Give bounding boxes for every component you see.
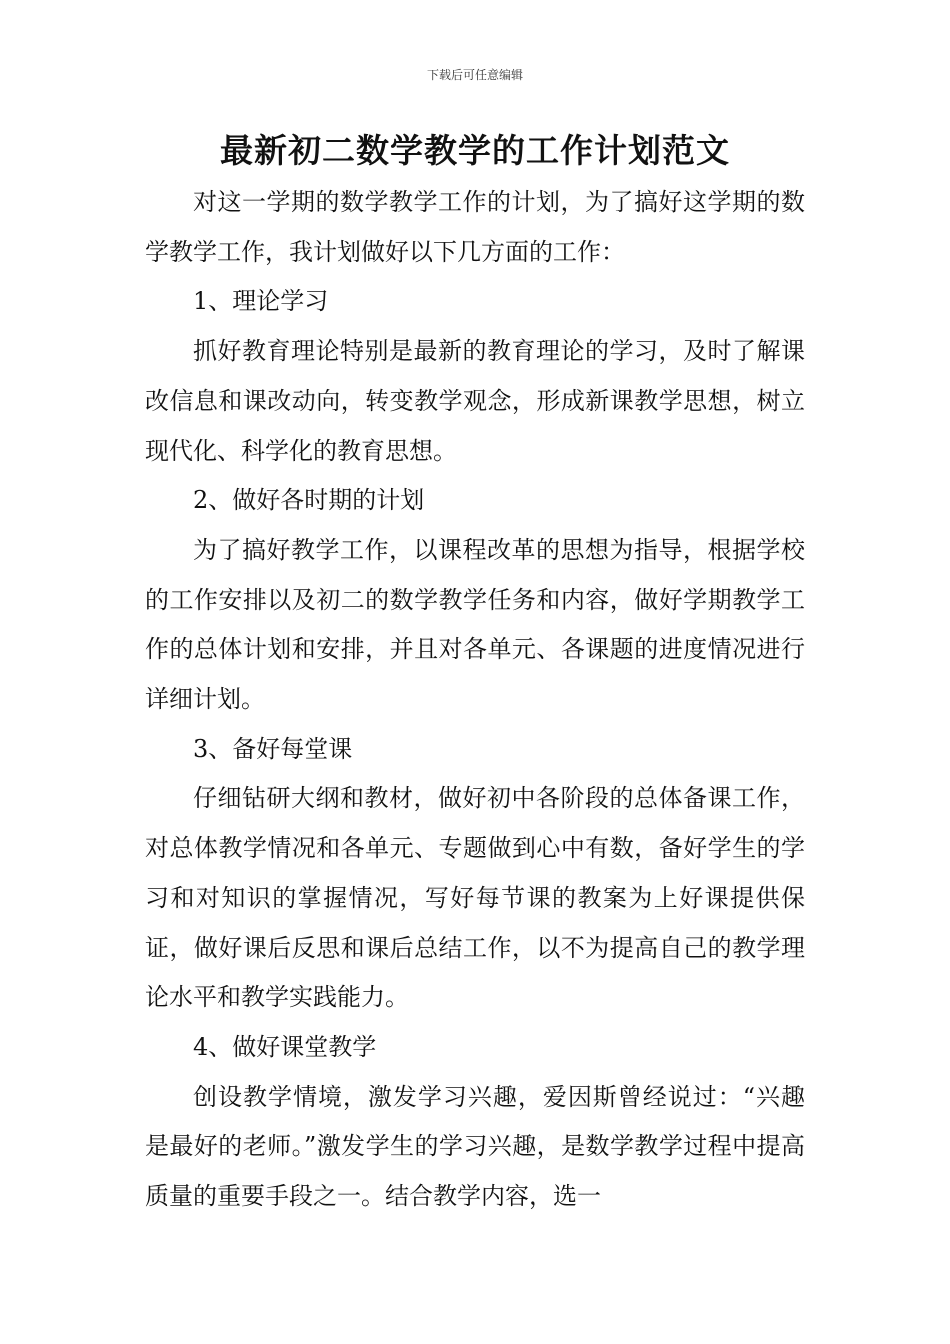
- classroom-teaching-paragraph: 创设教学情境，激发学习兴趣，爱因斯曾经说过：“兴趣是最好的老师。”激发学生的学习兴趣，是数学教学过程中提高质量的重要手段之一。结合教学内容，选一: [145, 1082, 805, 1211]
- section-heading-classroom-teaching: 4、做好课堂教学: [193, 1032, 377, 1061]
- section-heading-period-plans: 2、做好各时期的计划: [193, 486, 425, 515]
- intro-paragraph: 对这一学期的数学教学工作的计划，为了搞好这学期的数学教学工作，我计划做好以下几方面的工作：: [145, 188, 805, 266]
- period-plans-paragraph: 为了搞好教学工作，以课程改革的思想为指导，根据学校的工作安排以及初二的数学教学任务和内容，做好学期教学工作的总体计划和安排，并且对各单元、各课题的进度情况进行详细计划。: [145, 535, 805, 714]
- document-body: [145, 178, 805, 1222]
- section-heading-lesson-prep: 3、备好每堂课: [193, 734, 353, 763]
- theory-study-paragraph: 抓好教育理论特别是最新的教育理论的学习，及时了解课改信息和课改动向，转变教学观念，形成新课教学思想，树立现代化、科学化的教育思想。: [145, 337, 805, 465]
- header-note: 下载后可任意编辑: [426, 68, 523, 82]
- section-heading-theory-study: 1、理论学习: [193, 287, 329, 316]
- lesson-prep-paragraph: 仔细钻研大纲和教材，做好初中各阶段的总体备课工作，对总体教学情况和各单元、专题做到心中有数，备好学生的学习和对知识的掌握情况，写好每节课的教案为上好课提供保证，做好课后反思和课后总结工作，以不为提高自己的教学理论水平和教学实践能力。: [145, 784, 805, 1012]
- document-title: 最新初二数学教学的工作计划范文: [220, 131, 730, 170]
